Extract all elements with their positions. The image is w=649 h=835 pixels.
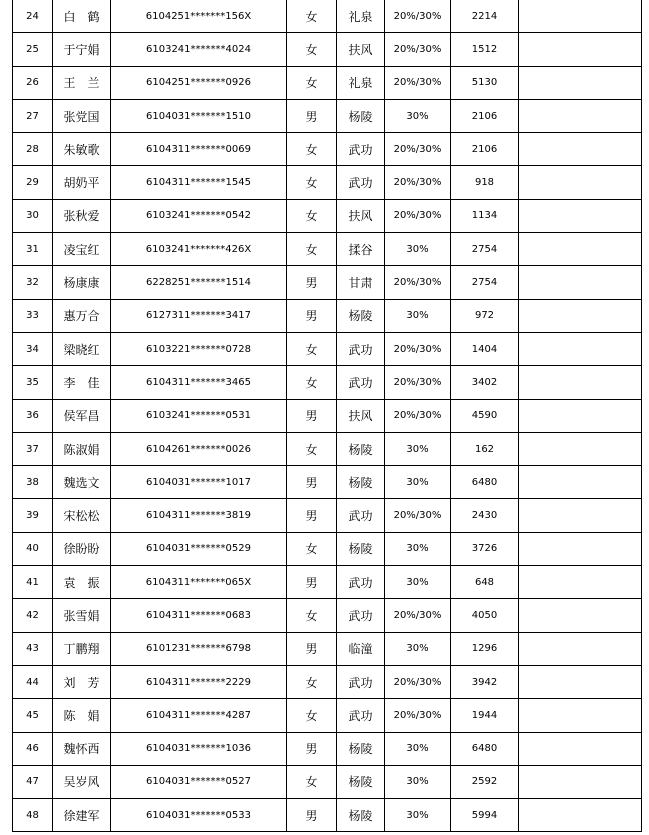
row-number-cell: 24 (13, 0, 53, 33)
row-number-cell: 42 (13, 599, 53, 632)
amount-cell: 6480 (451, 732, 519, 765)
place-cell: 扶风 (337, 399, 385, 432)
remark-cell (519, 566, 642, 599)
table-row (13, 99, 642, 132)
amount-cell: 2106 (451, 99, 519, 132)
row-number-cell: 43 (13, 632, 53, 665)
place-cell: 杨陵 (337, 432, 385, 465)
remark-cell (519, 732, 642, 765)
ratio-cell: 30% (385, 632, 451, 665)
amount-cell: 5994 (451, 799, 519, 832)
amount-cell: 3942 (451, 665, 519, 698)
amount-cell: 2430 (451, 499, 519, 532)
ratio-cell: 20%/30% (385, 399, 451, 432)
gender-cell: 女 (287, 665, 337, 698)
amount-cell: 1512 (451, 33, 519, 66)
row-number-cell: 40 (13, 532, 53, 565)
row-number-cell: 39 (13, 499, 53, 532)
amount-cell: 972 (451, 299, 519, 332)
gender-cell: 女 (287, 66, 337, 99)
name-cell: 李 佳 (53, 366, 111, 399)
row-number-cell: 31 (13, 233, 53, 266)
row-number-cell: 41 (13, 566, 53, 599)
gender-cell: 女 (287, 133, 337, 166)
gender-cell: 女 (287, 332, 337, 365)
id-number-cell: 6228251*******1514 (111, 266, 287, 299)
gender-cell: 女 (287, 199, 337, 232)
row-number-cell: 34 (13, 332, 53, 365)
gender-cell: 女 (287, 599, 337, 632)
amount-cell: 2754 (451, 233, 519, 266)
id-number-cell: 6104031*******1510 (111, 99, 287, 132)
ratio-cell: 20%/30% (385, 199, 451, 232)
name-cell: 梁晓红 (53, 332, 111, 365)
row-number-cell: 26 (13, 66, 53, 99)
id-number-cell: 6104031*******0533 (111, 799, 287, 832)
gender-cell: 男 (287, 799, 337, 832)
place-cell: 杨陵 (337, 799, 385, 832)
remark-cell (519, 233, 642, 266)
gender-cell: 男 (287, 99, 337, 132)
gender-cell: 女 (287, 233, 337, 266)
row-number-cell: 36 (13, 399, 53, 432)
amount-cell: 3726 (451, 532, 519, 565)
ratio-cell: 20%/30% (385, 499, 451, 532)
table-row (13, 632, 642, 665)
ratio-cell: 20%/30% (385, 699, 451, 732)
ratio-cell: 30% (385, 432, 451, 465)
place-cell: 礼泉 (337, 0, 385, 33)
remark-cell (519, 366, 642, 399)
table-row (13, 765, 642, 798)
remark-cell (519, 199, 642, 232)
gender-cell: 女 (287, 765, 337, 798)
place-cell: 杨陵 (337, 99, 385, 132)
amount-cell: 918 (451, 166, 519, 199)
row-number-cell: 30 (13, 199, 53, 232)
remark-cell (519, 665, 642, 698)
name-cell: 吴岁风 (53, 765, 111, 798)
place-cell: 甘肃 (337, 266, 385, 299)
table-row (13, 366, 642, 399)
name-cell: 朱敏歌 (53, 133, 111, 166)
table-row (13, 399, 642, 432)
name-cell: 王 兰 (53, 66, 111, 99)
gender-cell: 女 (287, 432, 337, 465)
row-number-cell: 37 (13, 432, 53, 465)
place-cell: 武功 (337, 665, 385, 698)
row-number-cell: 29 (13, 166, 53, 199)
name-cell: 惠万合 (53, 299, 111, 332)
id-number-cell: 6104031*******1017 (111, 466, 287, 499)
gender-cell: 女 (287, 0, 337, 33)
table-row (13, 332, 642, 365)
remark-cell (519, 133, 642, 166)
ratio-cell: 30% (385, 566, 451, 599)
id-number-cell: 6104031*******1036 (111, 732, 287, 765)
id-number-cell: 6101231*******6798 (111, 632, 287, 665)
gender-cell: 男 (287, 299, 337, 332)
place-cell: 临潼 (337, 632, 385, 665)
place-cell: 揉谷 (337, 233, 385, 266)
id-number-cell: 6104031*******0527 (111, 765, 287, 798)
gender-cell: 女 (287, 699, 337, 732)
remark-cell (519, 499, 642, 532)
ratio-cell: 20%/30% (385, 0, 451, 33)
name-cell: 于宁娟 (53, 33, 111, 66)
row-number-cell: 44 (13, 665, 53, 698)
table-row (13, 266, 642, 299)
id-number-cell: 6103241*******0542 (111, 199, 287, 232)
ratio-cell: 20%/30% (385, 66, 451, 99)
table-row (13, 466, 642, 499)
id-number-cell: 6104251*******0926 (111, 66, 287, 99)
id-number-cell: 6104311*******0069 (111, 133, 287, 166)
row-number-cell: 25 (13, 33, 53, 66)
place-cell: 武功 (337, 599, 385, 632)
remark-cell (519, 266, 642, 299)
name-cell: 杨康康 (53, 266, 111, 299)
table-row (13, 665, 642, 698)
place-cell: 扶风 (337, 199, 385, 232)
name-cell: 侯军昌 (53, 399, 111, 432)
remark-cell (519, 66, 642, 99)
remark-cell (519, 632, 642, 665)
remark-cell (519, 466, 642, 499)
remark-cell (519, 699, 642, 732)
id-number-cell: 6127311*******3417 (111, 299, 287, 332)
name-cell: 陈 娟 (53, 699, 111, 732)
id-number-cell: 6103241*******426X (111, 233, 287, 266)
amount-cell: 2754 (451, 266, 519, 299)
table-row (13, 0, 642, 33)
table-row (13, 233, 642, 266)
place-cell: 武功 (337, 166, 385, 199)
remark-cell (519, 432, 642, 465)
amount-cell: 648 (451, 566, 519, 599)
name-cell: 胡奶平 (53, 166, 111, 199)
place-cell: 杨陵 (337, 299, 385, 332)
ratio-cell: 20%/30% (385, 366, 451, 399)
table-row (13, 566, 642, 599)
remark-cell (519, 33, 642, 66)
remark-cell (519, 299, 642, 332)
table-row (13, 299, 642, 332)
id-number-cell: 6103221*******0728 (111, 332, 287, 365)
name-cell: 徐盼盼 (53, 532, 111, 565)
ratio-cell: 30% (385, 799, 451, 832)
row-number-cell: 47 (13, 765, 53, 798)
place-cell: 杨陵 (337, 732, 385, 765)
amount-cell: 5130 (451, 66, 519, 99)
table-row (13, 133, 642, 166)
gender-cell: 女 (287, 366, 337, 399)
id-number-cell: 6104311*******0683 (111, 599, 287, 632)
remark-cell (519, 99, 642, 132)
row-number-cell: 27 (13, 99, 53, 132)
ratio-cell: 30% (385, 233, 451, 266)
id-number-cell: 6104311*******2229 (111, 665, 287, 698)
row-number-cell: 32 (13, 266, 53, 299)
id-number-cell: 6104311*******1545 (111, 166, 287, 199)
ratio-cell: 20%/30% (385, 599, 451, 632)
ratio-cell: 30% (385, 466, 451, 499)
table-row (13, 432, 642, 465)
gender-cell: 男 (287, 266, 337, 299)
name-cell: 张秋爱 (53, 199, 111, 232)
amount-cell: 4590 (451, 399, 519, 432)
ratio-cell: 20%/30% (385, 665, 451, 698)
remark-cell (519, 765, 642, 798)
gender-cell: 女 (287, 166, 337, 199)
row-number-cell: 38 (13, 466, 53, 499)
name-cell: 袁 振 (53, 566, 111, 599)
row-number-cell: 28 (13, 133, 53, 166)
remark-cell (519, 799, 642, 832)
row-number-cell: 33 (13, 299, 53, 332)
amount-cell: 6480 (451, 466, 519, 499)
gender-cell: 男 (287, 466, 337, 499)
amount-cell: 1404 (451, 332, 519, 365)
gender-cell: 男 (287, 632, 337, 665)
remark-cell (519, 532, 642, 565)
ratio-cell: 30% (385, 732, 451, 765)
ratio-cell: 30% (385, 532, 451, 565)
place-cell: 扶风 (337, 33, 385, 66)
ratio-cell: 30% (385, 299, 451, 332)
name-cell: 魏选文 (53, 466, 111, 499)
id-number-cell: 6104311*******065X (111, 566, 287, 599)
amount-cell: 2592 (451, 765, 519, 798)
place-cell: 武功 (337, 366, 385, 399)
id-number-cell: 6103241*******0531 (111, 399, 287, 432)
row-number-cell: 48 (13, 799, 53, 832)
remark-cell (519, 166, 642, 199)
ratio-cell: 20%/30% (385, 33, 451, 66)
name-cell: 张雪娟 (53, 599, 111, 632)
id-number-cell: 6104251*******156X (111, 0, 287, 33)
place-cell: 武功 (337, 133, 385, 166)
place-cell: 杨陵 (337, 466, 385, 499)
table-row (13, 799, 642, 832)
remark-cell (519, 599, 642, 632)
table-row (13, 599, 642, 632)
row-number-cell: 45 (13, 699, 53, 732)
table-row (13, 166, 642, 199)
ratio-cell: 30% (385, 99, 451, 132)
name-cell: 刘 芳 (53, 665, 111, 698)
table-row (13, 499, 642, 532)
name-cell: 魏怀西 (53, 732, 111, 765)
name-cell: 陈淑娟 (53, 432, 111, 465)
gender-cell: 女 (287, 532, 337, 565)
amount-cell: 1296 (451, 632, 519, 665)
ratio-cell: 20%/30% (385, 133, 451, 166)
id-number-cell: 6104311*******4287 (111, 699, 287, 732)
table-row (13, 532, 642, 565)
amount-cell: 1944 (451, 699, 519, 732)
name-cell: 徐建军 (53, 799, 111, 832)
ratio-cell: 20%/30% (385, 266, 451, 299)
gender-cell: 男 (287, 399, 337, 432)
place-cell: 武功 (337, 566, 385, 599)
place-cell: 武功 (337, 699, 385, 732)
place-cell: 杨陵 (337, 765, 385, 798)
amount-cell: 2214 (451, 0, 519, 33)
table-row (13, 732, 642, 765)
gender-cell: 男 (287, 499, 337, 532)
gender-cell: 女 (287, 33, 337, 66)
place-cell: 武功 (337, 332, 385, 365)
amount-cell: 3402 (451, 366, 519, 399)
id-number-cell: 6104311*******3819 (111, 499, 287, 532)
amount-cell: 162 (451, 432, 519, 465)
name-cell: 凌宝红 (53, 233, 111, 266)
remark-cell (519, 332, 642, 365)
place-cell: 武功 (337, 499, 385, 532)
amount-cell: 2106 (451, 133, 519, 166)
table-row (13, 199, 642, 232)
place-cell: 礼泉 (337, 66, 385, 99)
amount-cell: 1134 (451, 199, 519, 232)
data-table (12, 0, 642, 832)
remark-cell (519, 399, 642, 432)
row-number-cell: 35 (13, 366, 53, 399)
id-number-cell: 6103241*******4024 (111, 33, 287, 66)
id-number-cell: 6104311*******3465 (111, 366, 287, 399)
ratio-cell: 20%/30% (385, 332, 451, 365)
id-number-cell: 6104031*******0529 (111, 532, 287, 565)
name-cell: 白 鹤 (53, 0, 111, 33)
ratio-cell: 20%/30% (385, 166, 451, 199)
remark-cell (519, 0, 642, 33)
name-cell: 张党国 (53, 99, 111, 132)
place-cell: 杨陵 (337, 532, 385, 565)
ratio-cell: 30% (385, 765, 451, 798)
id-number-cell: 6104261*******0026 (111, 432, 287, 465)
table-body (13, 0, 642, 832)
gender-cell: 男 (287, 732, 337, 765)
row-number-cell: 46 (13, 732, 53, 765)
gender-cell: 男 (287, 566, 337, 599)
amount-cell: 4050 (451, 599, 519, 632)
table-row (13, 66, 642, 99)
name-cell: 宋松松 (53, 499, 111, 532)
name-cell: 丁鹏翔 (53, 632, 111, 665)
table-row (13, 33, 642, 66)
table-row (13, 699, 642, 732)
